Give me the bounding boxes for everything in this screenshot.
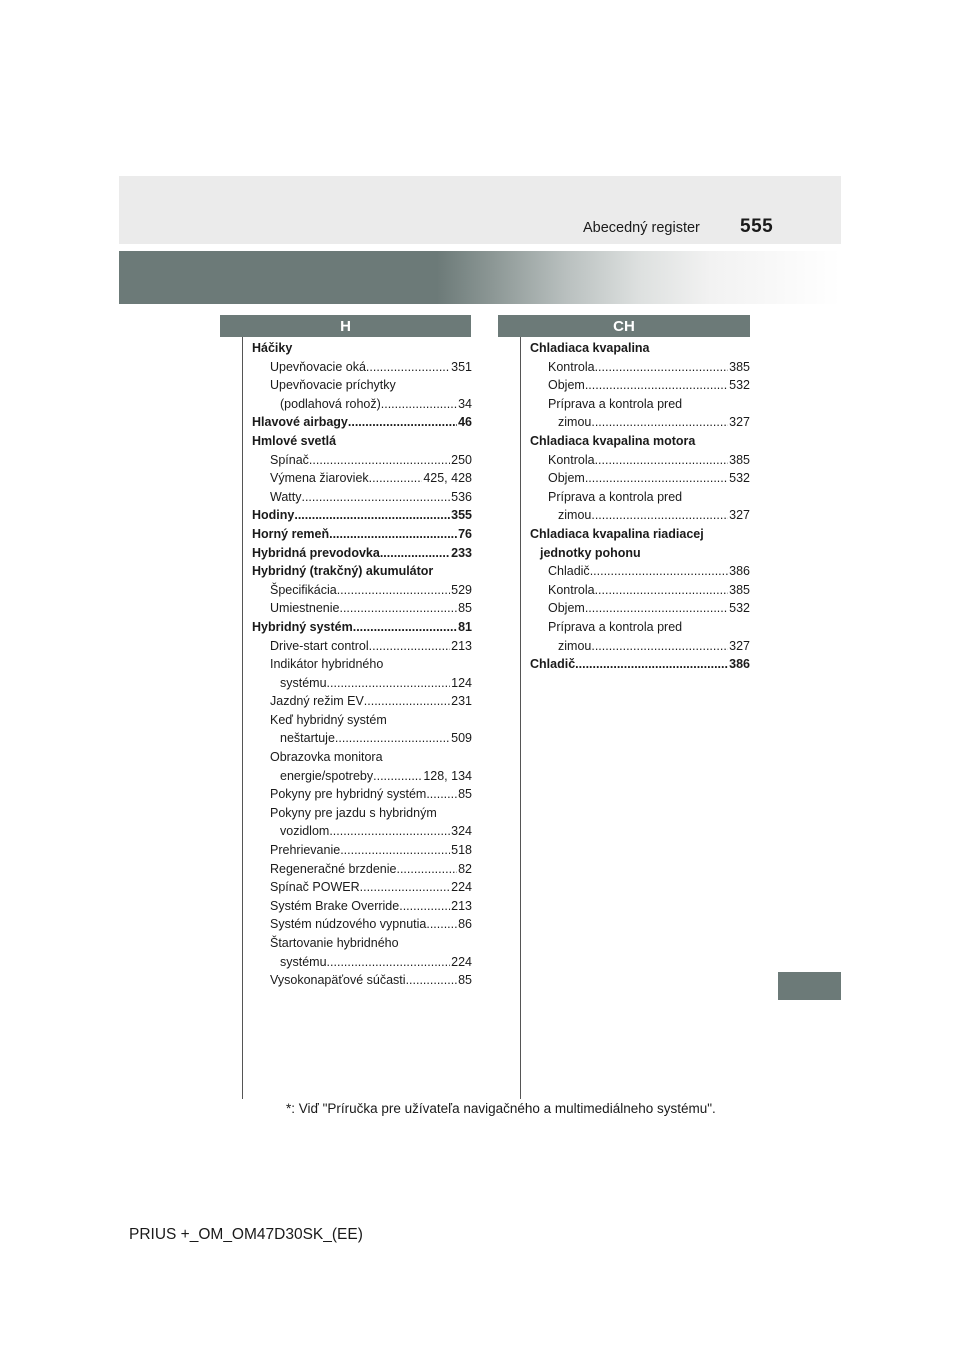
index-entry: [252, 729, 472, 748]
index-entry-page: 124: [451, 675, 472, 690]
index-entry-page: 386: [729, 657, 750, 672]
index-entry-page: 532: [729, 601, 750, 616]
index-entry-page: 532: [729, 471, 750, 486]
index-entry: [252, 618, 472, 637]
index-entry-term: Watty: [270, 489, 302, 504]
index-entry-page: 46: [458, 415, 472, 430]
index-entry-term: Objem: [548, 471, 585, 486]
index-entry: [530, 413, 750, 432]
index-entry: [252, 692, 472, 711]
dot-leader: [575, 655, 728, 674]
index-entry: [252, 841, 472, 860]
dot-leader: [406, 971, 458, 990]
index-entry-term: Pokyny pre hybridný systém: [270, 787, 427, 802]
index-entry-term: Spínač POWER: [270, 880, 360, 895]
index-entry-page: 233: [451, 545, 472, 560]
index-entry-page: 213: [451, 898, 472, 913]
dot-leader: [327, 674, 451, 693]
footnote: *: Viď "Príručka pre užívateľa navigačného a multimediálneho systému".: [286, 1101, 716, 1116]
index-entry-term: Upevňovacie príchytky: [270, 378, 396, 393]
index-entry-term: Hlavové airbagy: [252, 415, 348, 430]
index-entry-page: 324: [451, 824, 472, 839]
index-column-ch: [530, 339, 750, 674]
index-entry-term: Kontrola: [548, 452, 595, 467]
index-entry-term: Kontrola: [548, 359, 595, 374]
index-entry: [252, 785, 472, 804]
dot-leader: [364, 692, 450, 711]
index-entry: [530, 544, 750, 563]
index-entry-term: Hybridný systém: [252, 619, 353, 634]
index-entry-term: Chladiaca kvapalina motora: [530, 433, 696, 448]
index-entry: [252, 562, 472, 581]
dot-leader: [301, 488, 450, 507]
dot-leader: [339, 599, 457, 618]
dot-leader: [396, 860, 457, 879]
index-entry: [530, 525, 750, 544]
index-entry-term: Regeneračné brzdenie: [270, 861, 397, 876]
dot-leader: [335, 729, 450, 748]
dot-leader: [591, 413, 728, 432]
dot-leader: [585, 469, 728, 488]
index-entry-term: Hybridná prevodovka: [252, 545, 380, 560]
dot-leader: [595, 358, 729, 377]
dot-leader: [337, 581, 450, 600]
index-entry: [252, 674, 472, 693]
dot-leader: [369, 469, 423, 488]
dot-leader: [426, 785, 457, 804]
index-entry: [252, 451, 472, 470]
index-entry-term: Príprava a kontrola pred: [548, 396, 683, 411]
dot-leader: [366, 358, 450, 377]
index-entry-page: 231: [451, 694, 472, 709]
index-entry-term: Špecifikácia: [270, 582, 337, 597]
index-entry-term: Systém Brake Override: [270, 898, 400, 913]
index-entry-term: neštartuje: [280, 731, 335, 746]
index-entry-term: Spínač: [270, 452, 309, 467]
index-entry-term: Hmlové svetlá: [252, 433, 337, 448]
index-entry-page: 76: [458, 526, 472, 541]
dot-leader: [348, 413, 457, 432]
index-entry: [530, 637, 750, 656]
index-entry-term: Objem: [548, 601, 585, 616]
index-entry: [252, 432, 472, 451]
index-entry: [252, 915, 472, 934]
index-entry: [252, 525, 472, 544]
index-entry-term: Horný remeň: [252, 526, 330, 541]
index-entry-term: zimou: [558, 415, 592, 430]
index-entry: [530, 599, 750, 618]
index-entry-page: 385: [729, 452, 750, 467]
index-column-h: [252, 339, 472, 990]
index-entry: [252, 413, 472, 432]
dot-leader: [340, 841, 450, 860]
index-entry-term: Jazdný režim EV: [270, 694, 364, 709]
column-divider-right: [520, 337, 521, 1099]
index-entry-term: Objem: [548, 378, 585, 393]
index-entry-term: Umiestnenie: [270, 601, 340, 616]
index-entry-term: Upevňovacie oká: [270, 359, 366, 374]
index-entry-page: 85: [458, 787, 472, 802]
index-entry-page: 386: [729, 564, 750, 579]
index-entry: [252, 395, 472, 414]
dot-leader: [590, 562, 728, 581]
index-entry-page: 81: [458, 619, 472, 634]
index-entry: [252, 637, 472, 656]
index-entry-page: 509: [451, 731, 472, 746]
index-entry-page: 34: [458, 396, 472, 411]
index-entry: [252, 934, 472, 953]
index-entry: [252, 897, 472, 916]
index-entry-page: 518: [451, 843, 472, 858]
index-entry-page: 224: [451, 954, 472, 969]
index-entry: [252, 971, 472, 990]
index-entry-page: 86: [458, 917, 472, 932]
index-entry-term: Prehrievanie: [270, 843, 341, 858]
index-entry-term: Chladiaca kvapalina: [530, 341, 650, 355]
column-divider-left: [242, 337, 243, 1099]
dot-leader: [329, 822, 450, 841]
index-entry: [252, 488, 472, 507]
dot-leader: [309, 451, 450, 470]
index-entry: [530, 451, 750, 470]
index-entry-term: vozidlom: [280, 824, 330, 839]
dot-leader: [399, 897, 450, 916]
index-entry-page: 327: [729, 638, 750, 653]
index-entry-term: zimou: [558, 638, 592, 653]
dot-leader: [380, 544, 450, 563]
index-entry-page: 385: [729, 359, 750, 374]
index-entry-term: Vysokonapäťové súčasti: [270, 973, 406, 988]
index-entry-term: Príprava a kontrola pred: [548, 619, 683, 634]
index-entry: [530, 488, 750, 507]
index-entry: [252, 469, 472, 488]
index-entry: [252, 376, 472, 395]
index-entry: [530, 655, 750, 674]
index-entry-page: 128, 134: [423, 768, 472, 783]
dot-leader: [381, 395, 457, 414]
dot-leader: [595, 451, 729, 470]
index-entry: [252, 599, 472, 618]
index-entry-term: Chladič: [548, 564, 590, 579]
document-code: PRIUS +_OM_OM47D30SK_(EE): [129, 1226, 363, 1243]
dot-leader: [585, 599, 728, 618]
index-entry: [252, 581, 472, 600]
dot-leader: [360, 878, 451, 897]
index-entry: [530, 358, 750, 377]
index-entry-term: Obrazovka monitora: [270, 750, 383, 765]
index-entry-term: (podlahová rohož): [280, 396, 381, 411]
index-entry: [530, 581, 750, 600]
index-entry-term: Indikátor hybridného: [270, 657, 384, 672]
index-entry-page: 85: [458, 601, 472, 616]
index-entry-page: 529: [451, 582, 472, 597]
dot-leader: [595, 581, 729, 600]
index-entry: [252, 767, 472, 786]
chapter-gradient-bar: [119, 251, 841, 304]
dot-leader: [369, 637, 451, 656]
index-entry: [252, 655, 472, 674]
index-entry-term: Štartovanie hybridného: [270, 936, 399, 950]
index-entry-term: Systém núdzového vypnutia: [270, 917, 427, 932]
index-entry-term: Drive-start control: [270, 638, 369, 653]
index-entry: [530, 376, 750, 395]
index-entry-page: 327: [729, 415, 750, 430]
dot-leader: [585, 376, 728, 395]
index-entry-page: 355: [451, 508, 472, 523]
index-entry-term: Príprava a kontrola pred: [548, 489, 683, 504]
index-entry-page: 250: [451, 452, 472, 467]
dot-leader: [353, 618, 457, 637]
index-entry-term: energie/spotreby: [280, 768, 374, 783]
index-entry-term: Hybridný (trakčný) akumulátor: [252, 564, 434, 579]
index-entry-term: Chladiaca kvapalina riadiacej: [530, 526, 704, 541]
index-entry-term: zimou: [558, 508, 592, 523]
index-entry-page: 224: [451, 880, 472, 895]
index-entry-term: Keď hybridný systém: [270, 712, 387, 727]
index-entry-page: 327: [729, 508, 750, 523]
index-entry-term: Výmena žiaroviek: [270, 471, 369, 486]
index-entry: [252, 748, 472, 767]
index-entry: [530, 618, 750, 637]
index-entry-term: Pokyny pre jazdu s hybridným: [270, 805, 437, 820]
index-entry-page: 351: [451, 359, 472, 374]
dot-leader: [591, 637, 728, 656]
index-entry-term: Chladič: [530, 657, 576, 672]
index-entry: [252, 822, 472, 841]
dot-leader: [591, 506, 728, 525]
column-heading-ch: CH: [498, 315, 750, 337]
dot-leader: [426, 915, 457, 934]
index-entry: [252, 358, 472, 377]
index-entry: [252, 804, 472, 823]
dot-leader: [294, 506, 450, 525]
index-entry: [530, 395, 750, 414]
index-entry: [252, 953, 472, 972]
index-entry: [530, 469, 750, 488]
index-entry: [252, 860, 472, 879]
index-entry: [530, 339, 750, 358]
index-entry-page: 425, 428: [423, 471, 472, 486]
dot-leader: [373, 767, 422, 786]
dot-leader: [329, 525, 457, 544]
index-entry-term: Kontrola: [548, 582, 595, 597]
dot-leader: [327, 953, 451, 972]
column-heading-h: H: [220, 315, 471, 337]
index-entry-term: systému: [280, 675, 327, 690]
index-entry-page: 532: [729, 378, 750, 393]
index-entry: [252, 544, 472, 563]
index-entry: [530, 432, 750, 451]
index-entry: [252, 878, 472, 897]
header-band: [119, 176, 841, 244]
index-entry: [252, 339, 472, 358]
index-entry: [252, 506, 472, 525]
chapter-tab-marker: [778, 972, 841, 1000]
index-entry: [530, 506, 750, 525]
index-entry-term: Háčiky: [252, 341, 293, 355]
index-entry-page: 85: [458, 973, 472, 988]
page-number: 555: [740, 216, 774, 237]
index-entry: [252, 711, 472, 730]
index-entry-page: 82: [458, 861, 472, 876]
index-entry-page: 213: [451, 638, 472, 653]
index-entry-term: jednotky pohonu: [540, 545, 641, 560]
index-entry-term: Hodiny: [252, 508, 295, 523]
section-title: Abecedný register: [583, 220, 700, 236]
index-entry: [530, 562, 750, 581]
index-entry-page: 385: [729, 582, 750, 597]
index-entry-term: systému: [280, 954, 327, 969]
index-entry-page: 536: [451, 489, 472, 504]
